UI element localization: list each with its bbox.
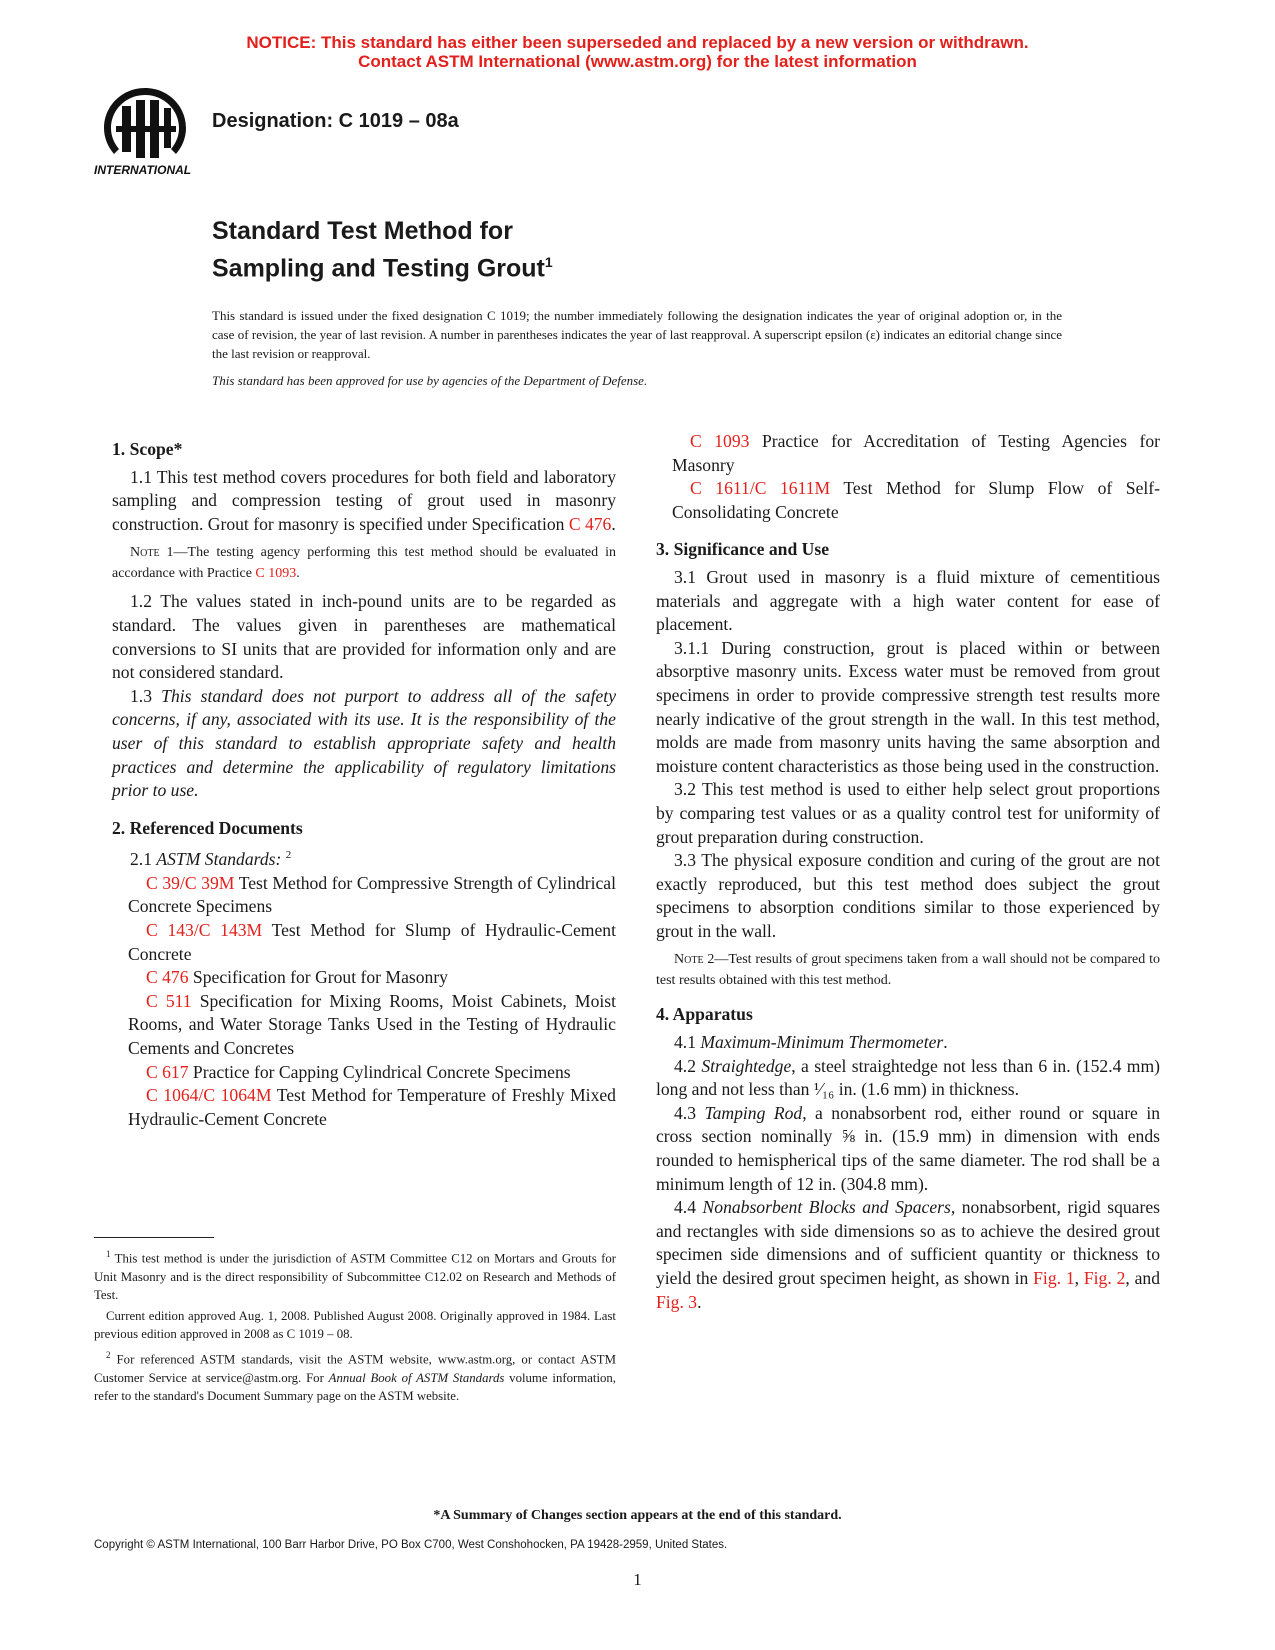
preamble: This standard is issued under the fixed designation C 1019; the number immediately following the designation indicates the year of original adoption or, in the case of revision, the year of last revision. A number in parentheses indicates the year of last reapproval. A superscript epsilon (ε) indicates an editorial change since the last revision or reapproval. — [212, 308, 1062, 361]
section-3-heading: 3. Significance and Use — [656, 539, 830, 560]
notice-line-1: NOTICE: This standard has either been superseded and replaced by a new version or withdrawn. — [246, 33, 1029, 52]
title-footnote-ref: 1 — [544, 254, 553, 270]
ref-c143: C 143/C 143M Test Method for Slump of Hydraulic-Cement Concrete — [128, 919, 616, 964]
para-4-2: 4.2 Straightedge, a steel straightedge not less than 6 in. (152.4 mm) long and not less than ¹⁄₁₆ in. (1.6 mm) in thickness. — [656, 1055, 1161, 1100]
footnotes — [94, 1245, 616, 1408]
notice-line-2: Contact ASTM International (www.astm.org) for the latest information — [358, 52, 917, 71]
para-4-1: 4.1 Maximum-Minimum Thermometer. — [674, 1032, 948, 1053]
link-fig-1[interactable]: Fig. 1 — [1033, 1268, 1075, 1288]
section-4-heading: 4. Apparatus — [656, 1004, 753, 1025]
notice-banner — [0, 33, 1275, 71]
para-3-1: 3.1 Grout used in masonry is a fluid mixture of cementitious materials and aggregate with a high water content for ease of placement. — [656, 566, 1160, 635]
link-c39[interactable]: C 39/C 39M — [146, 872, 235, 893]
ref-c1093: C 1093 Practice for Accreditation of Testing Agencies for Masonry — [672, 431, 1160, 475]
footnote-2: $^2$ For referenced ASTM standards, visit the ASTM website, www.astm.org, or contact ASTM Customer Service at service@astm.org. For Annual Book of ASTM Standards volume information, refer to the standard's Document Summary page on the ASTM website. — [94, 1349, 616, 1404]
para-1-3: 1.3 This standard does not purport to address all of the safety concerns, if any, associated with its use. It is the responsibility of the user of this standard to establish appropriate safety and health practices and determine the applicability of regulatory limitations prior to use. — [112, 685, 617, 801]
link-fig-2[interactable]: Fig. 2 — [1083, 1268, 1126, 1288]
footnote-1: $^1$ This test method is under the jurisdiction of ASTM Committee C12 on Mortars and Grouts for Unit Masonry and is the direct responsibility of Subcommittee C12.02 on Research and Methods of Test. — [94, 1249, 616, 1303]
right-column — [656, 430, 1160, 1314]
para-2-1: 2.1 ASTM Standards: $^2$ — [130, 849, 292, 870]
link-c617[interactable]: C 617 — [146, 1061, 189, 1082]
designation: Designation: C 1019 – 08a — [212, 110, 459, 132]
ref-c39: C 39/C 39M Test Method for Compressive Strength of Cylindrical Concrete Specimens — [128, 872, 616, 917]
ref-c617: C 617 Practice for Capping Cylindrical Concrete Specimens — [146, 1061, 571, 1082]
para-3-1-1: 3.1.1 During construction, grout is placed within or between absorptive masonry units. Excess water must be removed from grout specimens in order to provide compressive strength test results more nearly indicative of the grout strength in the wall. In this test method, molds are made from masonry units having the same absorption and moisture content characteristics as those being used in the construction. — [656, 637, 1160, 776]
link-fig-3[interactable]: Fig. 3 — [656, 1291, 698, 1312]
para-1-2: 1.2 The values stated in inch-pound units are to be regarded as standard. The values given in parentheses are mathematical conversions to SI units that are provided for information only and are not considered standard. — [112, 591, 616, 683]
section-1-heading: 1. Scope* — [112, 439, 183, 459]
ref-c511: C 511 Specification for Mixing Rooms, Moist Cabinets, Moist Rooms, and Water Storage Tanks Used in the Testing of Hydraulic Cements and Concretes — [128, 990, 616, 1058]
ref-c1064: C 1064/C 1064M Test Method for Temperature of Freshly Mixed Hydraulic-Cement Concrete — [128, 1085, 616, 1129]
left-column — [112, 430, 616, 1131]
link-c1611[interactable]: C 1611/C 1611M — [690, 478, 831, 499]
para-1-1: 1.1 This test method covers procedures for both field and laboratory sampling and compression testing of grout used in masonry construction. Grout for masonry is specified under Specification C 476. — [112, 466, 616, 534]
footnote-rule — [94, 1237, 214, 1238]
dod-approval: This standard has been approved for use by agencies of the Department of Defense. — [212, 373, 648, 388]
link-c1064[interactable]: C 1064/C 1064M — [146, 1085, 272, 1106]
para-3-2: 3.2 This test method is used to either help select grout proportions by comparing test values or as a quality control test for uniformity of grout preparation during construction. — [656, 779, 1160, 847]
section-2-heading: 2. Referenced Documents — [112, 817, 303, 838]
footnote-1-edition: Current edition approved Aug. 1, 2008. Published August 2008. Originally approved in 1984. Last previous edition approved in 2008 as C 1019 – 08. — [94, 1308, 616, 1342]
page-number: 1 — [633, 1570, 642, 1589]
link-c143[interactable]: C 143/C 143M — [146, 919, 263, 940]
note-2: Note 2—Test results of grout specimens taken from a wall should not be compared to test results obtained with this test method. — [656, 952, 1160, 989]
link-c476[interactable]: C 476 — [568, 513, 612, 534]
note-1: Note 1—The testing agency performing this test method should be evaluated in accordance with Practice C 1093. — [112, 545, 616, 582]
ref-c476: C 476 Specification for Grout for Masonry — [146, 967, 448, 988]
para-4-4: 4.4 Nonabsorbent Blocks and Spacers, nonabsorbent, rigid squares and rectangles with side dimensions so as to achieve the desired grout specimen side dimensions and of sufficient quantity or thickness to yield the desired grout specimen height, as shown in Fig. 1, Fig. 2, and Fig. 3. — [656, 1197, 1161, 1312]
copyright: Copyright © ASTM International, 100 Barr Harbor Drive, PO Box C700, West Conshohocken, PA 19428-2959, United States. — [94, 1539, 728, 1551]
title-line-1: Standard Test Method for — [212, 217, 513, 245]
link-c1093[interactable]: C 1093 — [690, 431, 750, 451]
para-4-3: 4.3 Tamping Rod, a nonabsorbent rod, either round or square in cross section nominally ⅝ in. (15.9 mm) in dimension with ends rounded to hemispherical tips of the same diameter. The rod shall be a minimum length of 12 in. (304.8 mm). — [656, 1102, 1161, 1194]
summary-of-changes: *A Summary of Changes section appears at the end of this standard. — [433, 1508, 842, 1523]
title-line-2: Sampling and Testing Grout$^1$ — [212, 254, 553, 283]
astm-logo — [92, 86, 198, 182]
link-c511[interactable]: C 511 — [146, 990, 192, 1011]
para-3-3: 3.3 The physical exposure condition and curing of the grout are not exactly reproduced, but this test method does subject the grout specimens to absorption conditions similar to those experienced by grout in the wall. — [656, 850, 1160, 941]
logo-text: INTERNATIONAL — [94, 163, 192, 177]
ref-c1611: C 1611/C 1611M Test Method for Slump Flow of Self-Consolidating Concrete — [672, 478, 1160, 522]
link-c476-ref[interactable]: C 476 — [146, 967, 189, 988]
link-c1093-note[interactable]: C 1093 — [255, 566, 297, 582]
document-title — [212, 216, 553, 284]
